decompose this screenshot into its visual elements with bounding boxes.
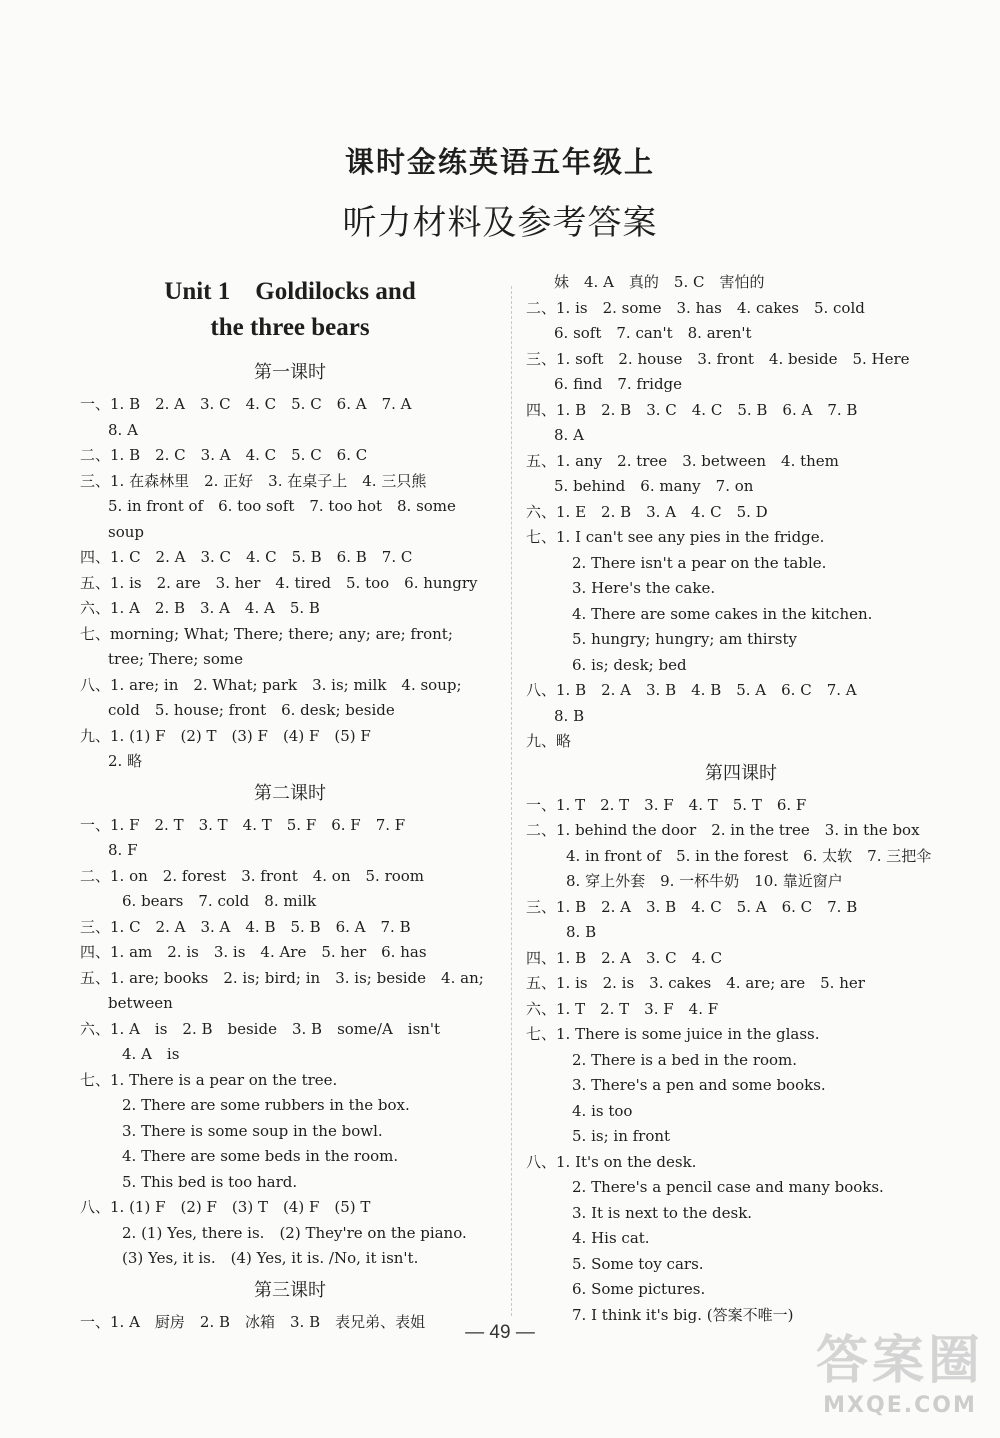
answer-line: 3. There's a pen and some books. — [572, 1076, 826, 1094]
answer-line: 七、morning; What; There; there; any; are; front; — [80, 624, 453, 643]
answer-line: 九、略 — [526, 732, 572, 750]
answer-line: 8. A — [554, 426, 584, 444]
unit-title-line: Unit 1 Goldilocks and — [164, 278, 416, 305]
answer-line: 2. There isn't a pear on the table. — [572, 553, 827, 572]
answer-line: 4. There are some beds in the room. — [122, 1147, 399, 1165]
watermark-logo: 答案圈 — [815, 1331, 984, 1391]
answer-line: 8. B — [554, 706, 585, 725]
answer-line: 六、1. T 2. T 3. F 4. F — [526, 999, 719, 1018]
answer-line: 五、1. are; books 2. is; bird; in 3. is; beside 4. an; — [80, 968, 484, 987]
answer-line: 二、1. behind the door 2. in the tree 3. in the box — [526, 821, 920, 839]
answer-line: 二、1. is 2. some 3. has 4. cakes 5. cold — [526, 298, 865, 317]
answer-line: 八、1. B 2. A 3. B 4. B 5. A 6. C 7. A — [526, 681, 857, 699]
answer-line: 七、1. I can't see any pies in the fridge. — [526, 528, 825, 546]
answer-line: 2. There are some rubbers in the box. — [122, 1096, 410, 1114]
answer-line: 5. This bed is too hard. — [122, 1172, 298, 1191]
lesson-heading: 第四课时 — [705, 762, 777, 784]
answer-line: 6. soft 7. can't 8. aren't — [554, 324, 752, 342]
answer-line: 四、1. B 2. A 3. C 4. C — [526, 948, 723, 967]
right-column — [526, 270, 956, 1328]
book-title: 课时金练英语五年级上 — [344, 145, 655, 179]
answer-line: 5. is; in front — [572, 1127, 671, 1145]
answer-line: 4. in front of 5. in the forest 6. 太软 7. 三把伞 — [566, 846, 932, 865]
answer-line: 一、1. T 2. T 3. F 4. T 5. T 6. F — [526, 795, 807, 814]
answer-line: 五、1. is 2. is 3. cakes 4. are; are 5. her — [526, 974, 865, 992]
section-title: 听力材料及参考答案 — [342, 203, 658, 243]
watermark — [810, 1330, 990, 1420]
answer-line: 7. I think it's big. (答案不唯一) — [572, 1305, 794, 1324]
answer-line: cold 5. house; front 6. desk; beside — [108, 701, 395, 719]
unit-title-line: the three bears — [210, 314, 370, 341]
answer-line: 4. A is — [122, 1045, 180, 1063]
lesson-heading: 第一课时 — [254, 362, 326, 383]
answer-line: 二、1. B 2. C 3. A 4. C 5. C 6. C — [80, 446, 368, 464]
answer-line: 一、1. F 2. T 3. T 4. T 5. F 6. F 7. F — [80, 815, 406, 834]
answer-line: 一、1. B 2. A 3. C 4. C 5. C 6. A 7. A — [80, 395, 412, 413]
answer-line: 八、1. (1) F (2) F (3) T (4) F (5) T — [80, 1198, 371, 1216]
watermark-site: MXQE.COM — [823, 1393, 977, 1418]
answer-line: 六、1. A 2. B 3. A 4. A 5. B — [80, 599, 320, 617]
answer-line: 3. It is next to the desk. — [572, 1203, 753, 1222]
answer-line: 四、1. am 2. is 3. is 4. Are 5. her 6. has — [80, 943, 427, 961]
answer-line: 4. His cat. — [572, 1229, 650, 1247]
answer-line: 七、1. There is a pear on the tree. — [80, 1070, 338, 1089]
answer-line: 三、1. 在森林里 2. 正好 3. 在桌子上 4. 三只熊 — [80, 471, 427, 490]
lesson-heading: 第二课时 — [254, 782, 326, 804]
answer-line: tree; There; some — [108, 650, 244, 668]
answer-line: 三、1. soft 2. house 3. front 4. beside 5. Here — [526, 349, 910, 368]
lesson-heading: 第三课时 — [254, 1279, 326, 1301]
answer-line: 8. A — [108, 420, 138, 439]
answer-line: 六、1. E 2. B 3. A 4. C 5. D — [526, 502, 768, 521]
answer-line: 4. There are some cakes in the kitchen. — [572, 604, 873, 623]
answer-line: 三、1. C 2. A 3. A 4. B 5. B 6. A 7. B — [80, 917, 411, 936]
answer-line: soup — [108, 522, 144, 541]
answer-line: 6. is; desk; bed — [572, 655, 687, 674]
answer-line: 2. There's a pencil case and many books. — [572, 1178, 884, 1196]
answer-line: 二、1. on 2. forest 3. front 4. on 5. room — [80, 866, 425, 885]
answer-line: 8. F — [108, 841, 138, 859]
left-column — [80, 270, 500, 1335]
answer-line: 6. bears 7. cold 8. milk — [122, 892, 317, 910]
answer-line: 2. (1) Yes, there is. (2) They're on the piano. — [122, 1223, 467, 1242]
answer-line: 2. There is a bed in the room. — [572, 1050, 798, 1069]
answer-line: 5. behind 6. many 7. on — [554, 477, 754, 495]
answer-line: 一、1. A 厨房 2. B 冰箱 3. B 表兄弟、表姐 — [80, 1312, 426, 1331]
answer-line: 四、1. C 2. A 3. C 4. C 5. B 6. B 7. C — [80, 548, 413, 566]
unit-title — [80, 274, 500, 346]
answer-line: 8. B — [566, 923, 597, 941]
answer-line: 6. find 7. fridge — [554, 375, 683, 393]
answer-line: 4. is too — [572, 1101, 633, 1120]
answer-line: 五、1. any 2. tree 3. between 4. them — [526, 451, 839, 470]
answer-line: 3. There is some soup in the bowl. — [122, 1121, 383, 1140]
answer-line: 八、1. It's on the desk. — [526, 1152, 697, 1171]
answer-line: 九、1. (1) F (2) T (3) F (4) F (5) F — [80, 726, 371, 745]
answer-line: 5. in front of 6. too soft 7. too hot 8. some — [108, 497, 456, 515]
answer-line: 六、1. A is 2. B beside 3. B some/A isn't — [80, 1019, 441, 1038]
answer-line: 七、1. There is some juice in the glass. — [526, 1025, 820, 1043]
answer-line: 八、1. are; in 2. What; park 3. is; milk 4. soup; — [80, 675, 462, 694]
answer-line: 四、1. B 2. B 3. C 4. C 5. B 6. A 7. B — [526, 400, 858, 419]
answer-line: 2. 略 — [108, 752, 143, 770]
column-divider — [511, 286, 512, 1316]
answer-line: 8. 穿上外套 9. 一杯牛奶 10. 靠近窗户 — [566, 872, 843, 890]
answer-line: 三、1. B 2. A 3. B 4. C 5. A 6. C 7. B — [526, 897, 858, 916]
answer-line: 5. Some toy cars. — [572, 1254, 704, 1273]
answer-line: between — [108, 994, 173, 1012]
answer-line: 6. Some pictures. — [572, 1280, 706, 1298]
page-number: — 49 — — [465, 1322, 535, 1343]
answer-line: (3) Yes, it is. (4) Yes, it is. /No, it isn't. — [122, 1249, 419, 1267]
answer-line: 妹 4. A 真的 5. C 害怕的 — [554, 273, 765, 291]
answer-line: 5. hungry; hungry; am thirsty — [572, 630, 797, 648]
answer-line: 五、1. is 2. are 3. her 4. tired 5. too 6. hungry — [80, 573, 478, 592]
answer-line: 3. Here's the cake. — [572, 579, 716, 597]
